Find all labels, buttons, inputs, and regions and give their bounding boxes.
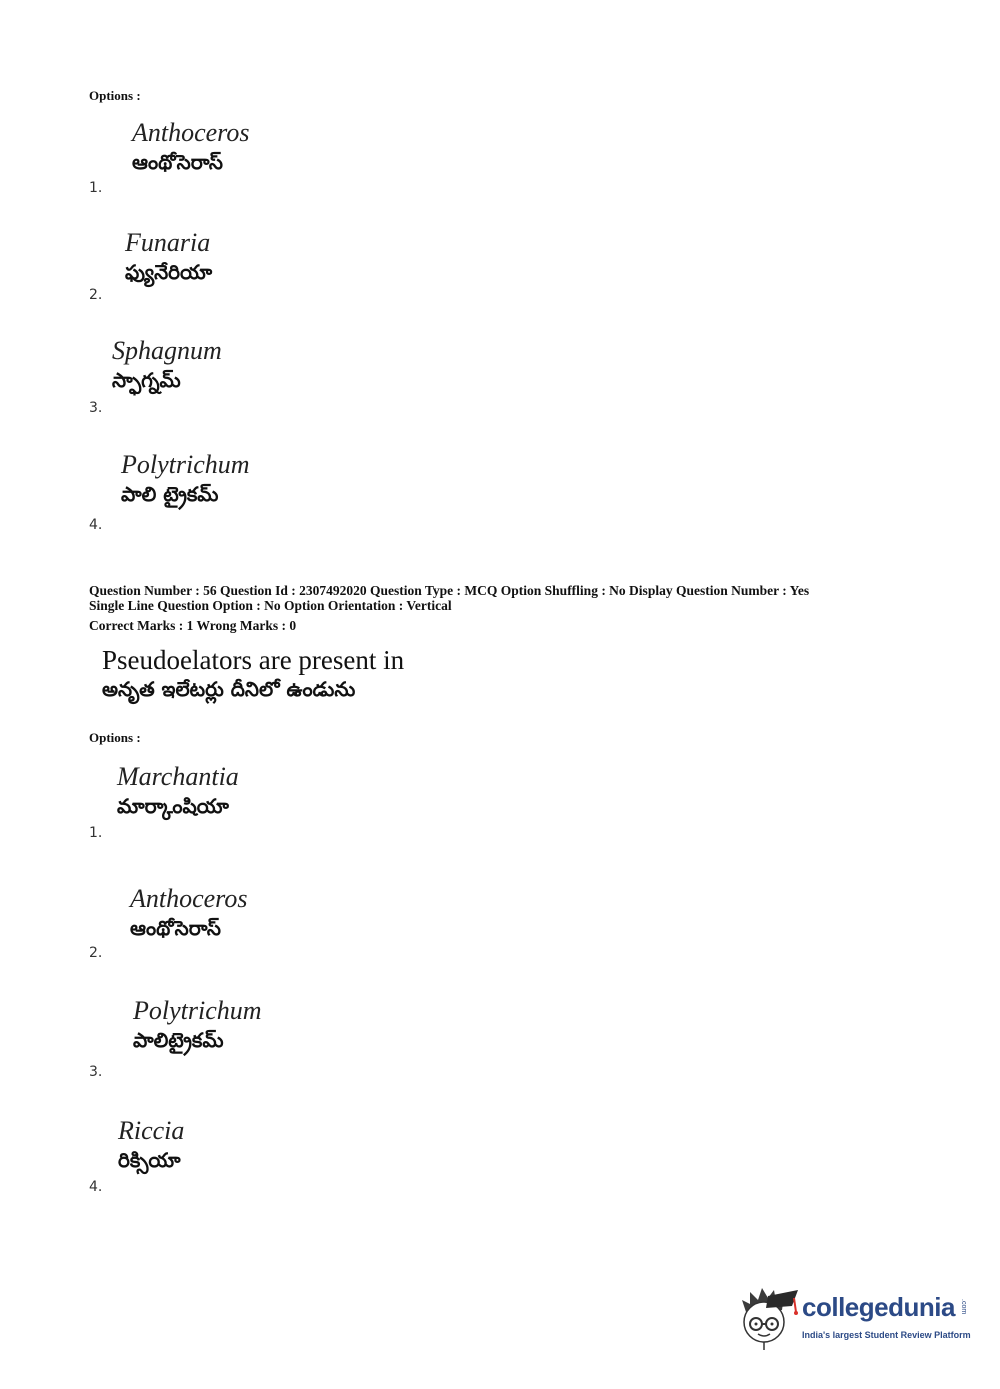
options-label: Options : bbox=[89, 730, 141, 745]
option-2-block bbox=[125, 228, 212, 286]
question-text bbox=[102, 645, 404, 703]
options-label: Options : bbox=[89, 88, 141, 103]
option-english: Riccia bbox=[118, 1116, 185, 1145]
mascot-icon bbox=[738, 1282, 800, 1352]
option-english: Funaria bbox=[125, 228, 211, 257]
option-english: Anthoceros bbox=[132, 118, 250, 147]
marks-line: Correct Marks : 1 Wrong Marks : 0 bbox=[89, 618, 297, 633]
option-number: 4. bbox=[89, 1179, 103, 1195]
option-3-block bbox=[133, 996, 262, 1054]
option-number: 3. bbox=[89, 400, 103, 416]
option-number: 2. bbox=[89, 945, 103, 961]
option-telugu: ఫ్యునేరియా bbox=[125, 260, 213, 284]
option-4-block bbox=[121, 450, 250, 508]
question-meta-line-1: Question Number : 56 Question Id : 2307492020 Question Type : MCQ Option Shuffling : No Display Question Number : Yes bbox=[89, 583, 810, 598]
question-meta-line-2: Single Line Question Option : No Option Orientation : Vertical bbox=[89, 598, 452, 613]
brand-name: collegedunia bbox=[802, 1292, 955, 1322]
option-english: Sphagnum bbox=[112, 336, 222, 365]
option-1-block bbox=[132, 118, 249, 176]
option-number: 2. bbox=[89, 287, 103, 303]
brand-tagline: India's largest Student Review Platform bbox=[802, 1330, 971, 1340]
option-1-block bbox=[117, 762, 239, 820]
option-number: 1. bbox=[89, 180, 103, 196]
option-english: Anthoceros bbox=[130, 884, 248, 913]
option-4-block bbox=[118, 1116, 184, 1174]
option-3-block bbox=[112, 336, 222, 394]
option-number: 4. bbox=[89, 517, 103, 533]
option-telugu: పాలిట్రైకమ్ bbox=[133, 1028, 224, 1052]
option-number: 3. bbox=[89, 1064, 103, 1080]
option-telugu: ఆంథోసెరాస్ bbox=[130, 916, 221, 940]
collegedunia-logo[interactable] bbox=[738, 1282, 978, 1352]
option-english: Polytrichum bbox=[133, 996, 262, 1025]
option-english: Marchantia bbox=[117, 762, 239, 791]
option-telugu: స్ఫాగ్నమ్ bbox=[112, 368, 181, 392]
option-telugu: రిక్సియా bbox=[118, 1148, 181, 1172]
question-telugu: అనృత ఇలేటర్లు దీనిలో ఉండును bbox=[102, 677, 356, 701]
option-telugu: ఆంథోసెరాస్ bbox=[132, 150, 223, 174]
question-english: Pseudoelators are present in bbox=[102, 645, 405, 675]
option-number: 1. bbox=[89, 825, 103, 841]
option-english: Polytrichum bbox=[121, 450, 250, 479]
option-telugu: పాలి ట్రైకమ్ bbox=[121, 482, 219, 506]
option-2-block bbox=[130, 884, 247, 942]
brand-domain: .com bbox=[960, 1299, 967, 1315]
option-telugu: మార్కాంషియా bbox=[117, 794, 229, 818]
